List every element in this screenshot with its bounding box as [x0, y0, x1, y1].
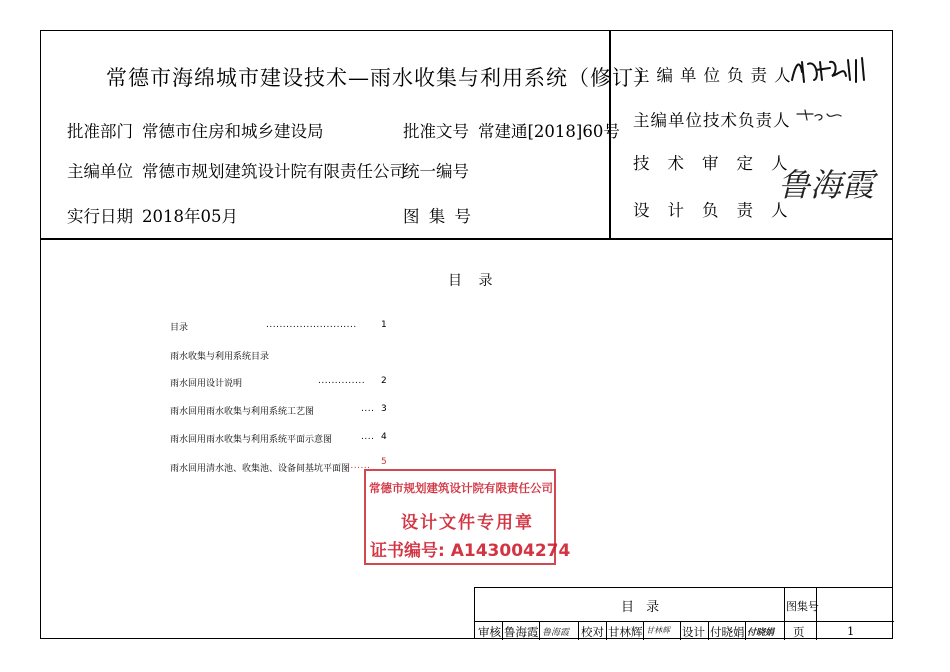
title-block-row-divider [475, 621, 894, 622]
toc-item-page: 5 [381, 457, 387, 467]
stamp-purpose: 设计文件专用章 [401, 513, 534, 533]
editor-tech-head-label: 主编单位技术负责人 [633, 111, 791, 130]
design-seal-stamp [364, 469, 571, 565]
title-block-col-b5 [643, 621, 644, 640]
unified-no-label: 统一编号 [403, 162, 469, 181]
title-block [474, 587, 893, 639]
toc-item-label: 雨水回用清水池、收集池、设备间基坑平面图 [170, 464, 351, 474]
title-block-col-b2 [539, 621, 540, 640]
title-block-col-b7 [708, 621, 709, 640]
toc-item-page: 4 [381, 432, 387, 442]
check-label: 校对 [581, 625, 604, 639]
stamp-company: 常德市规划建筑设计院有限责任公司 [369, 481, 553, 495]
toc-title: 目 录 [448, 273, 499, 289]
review-name: 鲁海霞 [504, 625, 539, 639]
atlas-no-label: 图 集 号 [403, 207, 473, 226]
check-signature: 甘林辉 [646, 626, 670, 635]
toc-item-leader: .... [361, 404, 375, 414]
effective-date-value: 2018年05月 [142, 207, 238, 226]
toc-item-leader: ....... [347, 461, 371, 471]
approval-dept-label: 批准部门 [67, 122, 133, 141]
approval-doc-label: 批准文号 [403, 122, 469, 141]
title-block-col-atlas-value [816, 588, 817, 640]
tech-reviewer-label: 技术审定人 [633, 154, 806, 173]
toc-item-page: 1 [381, 320, 387, 330]
effective-date-label: 实行日期 [67, 207, 133, 226]
drawing-name: 目 录 [621, 600, 664, 615]
title-block-col-b1 [502, 621, 503, 640]
toc-item-label: 雨水回用雨水收集与利用系统平面示意图 [170, 435, 333, 445]
check-name: 甘林辉 [608, 625, 643, 639]
design-name: 付晓娟 [710, 625, 745, 639]
toc-item-leader: .............. [318, 376, 366, 386]
page-label: 页 [793, 625, 805, 639]
title-block-col-atlas [784, 588, 785, 640]
approval-dept-value: 常德市住房和城乡建设局 [142, 122, 324, 141]
toc-item-leader: ........................... [266, 320, 357, 330]
design-signature: 付晓娟 [747, 628, 775, 638]
toc-item-label: 目录 [170, 323, 189, 333]
design-label: 设计 [682, 625, 705, 639]
title-block-col-b4 [606, 621, 607, 640]
toc-item-page: 3 [381, 404, 387, 414]
review-label: 审核 [478, 625, 501, 639]
signature-editor-tech-head [795, 106, 845, 126]
signature-tech-reviewer: 鲁海霞 [778, 166, 875, 204]
atlas-no-cell-label: 图集号 [786, 600, 819, 613]
design-head-label: 设计负责人 [633, 201, 806, 220]
signature-editor-head [786, 52, 876, 88]
toc-item-label: 雨水收集与利用系统目录 [170, 352, 270, 362]
title-block-col-b6 [680, 621, 681, 640]
toc-item-label: 雨水回用雨水收集与利用系统工艺图 [170, 407, 315, 417]
title-block-col-b8 [745, 621, 746, 640]
toc-item-page: 2 [381, 376, 387, 386]
approval-doc-value: 常建通[2018]60号 [478, 122, 620, 141]
toc-item-label: 雨水回用设计说明 [170, 379, 243, 389]
editor-unit-label: 主编单位 [67, 162, 133, 181]
toc-item-leader: .... [361, 432, 375, 442]
header-bottom-line [40, 238, 893, 240]
editor-head-label: 主编单位负责人 [633, 66, 798, 85]
review-signature: 鲁海霞 [542, 628, 570, 638]
editor-unit-value: 常德市规划建筑设计院有限责任公司 [142, 162, 406, 181]
page-value: 1 [847, 624, 855, 638]
atlas-title: 常德市海绵城市建设技术—雨水收集与利用系统（修订） [106, 66, 656, 90]
stamp-cert-no: 证书编号: A143004274 [370, 541, 571, 561]
title-block-col-b3 [578, 621, 579, 640]
